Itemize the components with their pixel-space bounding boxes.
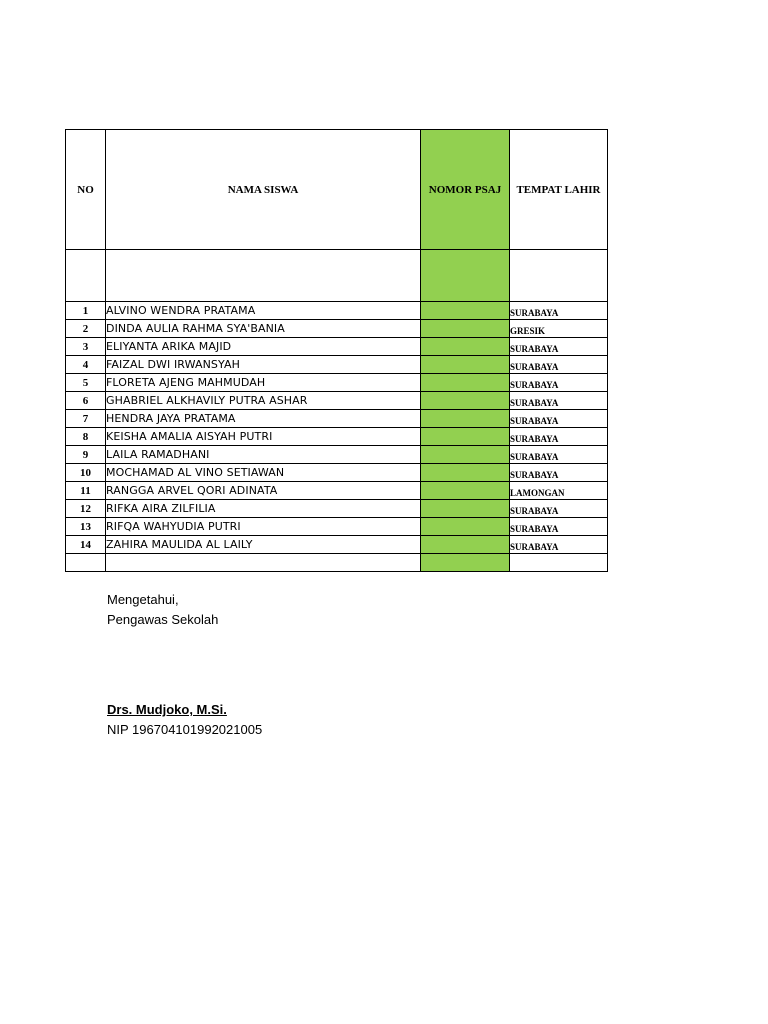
table-row [66, 518, 608, 536]
row-no: 11 [66, 482, 106, 500]
row-no: 12 [66, 500, 106, 518]
blank-cell [106, 554, 421, 572]
student-name: MOCHAMAD AL VINO SETIAWAN [106, 464, 421, 482]
spacer-cell [510, 250, 608, 302]
blank-cell-psaj [421, 554, 510, 572]
birthplace: SURABAYA [510, 518, 608, 536]
row-no: 7 [66, 410, 106, 428]
birthplace: LAMONGAN [510, 482, 608, 500]
header-place: TEMPAT LAHIR [510, 130, 608, 250]
student-name: RIFQA WAHYUDIA PUTRI [106, 518, 421, 536]
row-no: 10 [66, 464, 106, 482]
table-row [66, 500, 608, 518]
signer-nip: NIP 196704101992021005 [107, 722, 263, 737]
header-row [66, 130, 608, 250]
psaj-number [421, 518, 510, 536]
row-no: 13 [66, 518, 106, 536]
table-row [66, 356, 608, 374]
spacer-cell [106, 250, 421, 302]
psaj-number [421, 392, 510, 410]
psaj-number [421, 536, 510, 554]
table-row [66, 392, 608, 410]
table-row [66, 482, 608, 500]
spacer-cell-psaj [421, 250, 510, 302]
row-no: 4 [66, 356, 106, 374]
blank-cell [66, 554, 106, 572]
table-row [66, 338, 608, 356]
birthplace: GRESIK [510, 320, 608, 338]
birthplace: SURABAYA [510, 392, 608, 410]
birthplace: SURABAYA [510, 356, 608, 374]
table-row [66, 374, 608, 392]
student-name: RIFKA AIRA ZILFILIA [106, 500, 421, 518]
psaj-number [421, 482, 510, 500]
header-psaj: NOMOR PSAJ [421, 130, 510, 250]
student-name: FAIZAL DWI IRWANSYAH [106, 356, 421, 374]
birthplace: SURABAYA [510, 464, 608, 482]
row-no: 14 [66, 536, 106, 554]
table-row [66, 302, 608, 320]
row-no: 9 [66, 446, 106, 464]
row-no: 2 [66, 320, 106, 338]
psaj-number [421, 320, 510, 338]
student-name: ALVINO WENDRA PRATAMA [106, 302, 421, 320]
birthplace: SURABAYA [510, 410, 608, 428]
header-name: NAMA SISWA [106, 130, 421, 250]
student-name: ZAHIRA MAULIDA AL LAILY [106, 536, 421, 554]
psaj-number [421, 428, 510, 446]
psaj-number [421, 338, 510, 356]
student-name: RANGGA ARVEL QORI ADINATA [106, 482, 421, 500]
student-name: FLORETA AJENG MAHMUDAH [106, 374, 421, 392]
blank-row [66, 554, 608, 572]
table-row [66, 464, 608, 482]
psaj-number [421, 302, 510, 320]
psaj-number [421, 500, 510, 518]
table-row [66, 536, 608, 554]
birthplace: SURABAYA [510, 446, 608, 464]
row-no: 3 [66, 338, 106, 356]
student-name: ELIYANTA ARIKA MAJID [106, 338, 421, 356]
row-no: 5 [66, 374, 106, 392]
psaj-number [421, 374, 510, 392]
header-spacer-row [66, 250, 608, 302]
psaj-number [421, 464, 510, 482]
psaj-number [421, 446, 510, 464]
student-name: LAILA RAMADHANI [106, 446, 421, 464]
student-name: KEISHA AMALIA AISYAH PUTRI [106, 428, 421, 446]
birthplace: SURABAYA [510, 428, 608, 446]
header-no: NO [66, 130, 106, 250]
birthplace: SURABAYA [510, 338, 608, 356]
table-row [66, 428, 608, 446]
row-no: 1 [66, 302, 106, 320]
row-no: 6 [66, 392, 106, 410]
signer-role: Pengawas Sekolah [107, 612, 219, 627]
spacer-cell [66, 250, 106, 302]
acknowledged-label: Mengetahui, [107, 592, 179, 607]
birthplace: SURABAYA [510, 536, 608, 554]
student-name: GHABRIEL ALKHAVILY PUTRA ASHAR [106, 392, 421, 410]
birthplace: SURABAYA [510, 374, 608, 392]
table-row [66, 410, 608, 428]
table-row [66, 446, 608, 464]
psaj-number [421, 410, 510, 428]
row-no: 8 [66, 428, 106, 446]
birthplace: SURABAYA [510, 302, 608, 320]
signer-name: Drs. Mudjoko, M.Si. [107, 702, 227, 717]
table-row [66, 320, 608, 338]
student-name: DINDA AULIA RAHMA SYA'BANIA [106, 320, 421, 338]
blank-cell [510, 554, 608, 572]
birthplace: SURABAYA [510, 500, 608, 518]
student-table [65, 129, 608, 572]
psaj-number [421, 356, 510, 374]
student-name: HENDRA JAYA PRATAMA [106, 410, 421, 428]
